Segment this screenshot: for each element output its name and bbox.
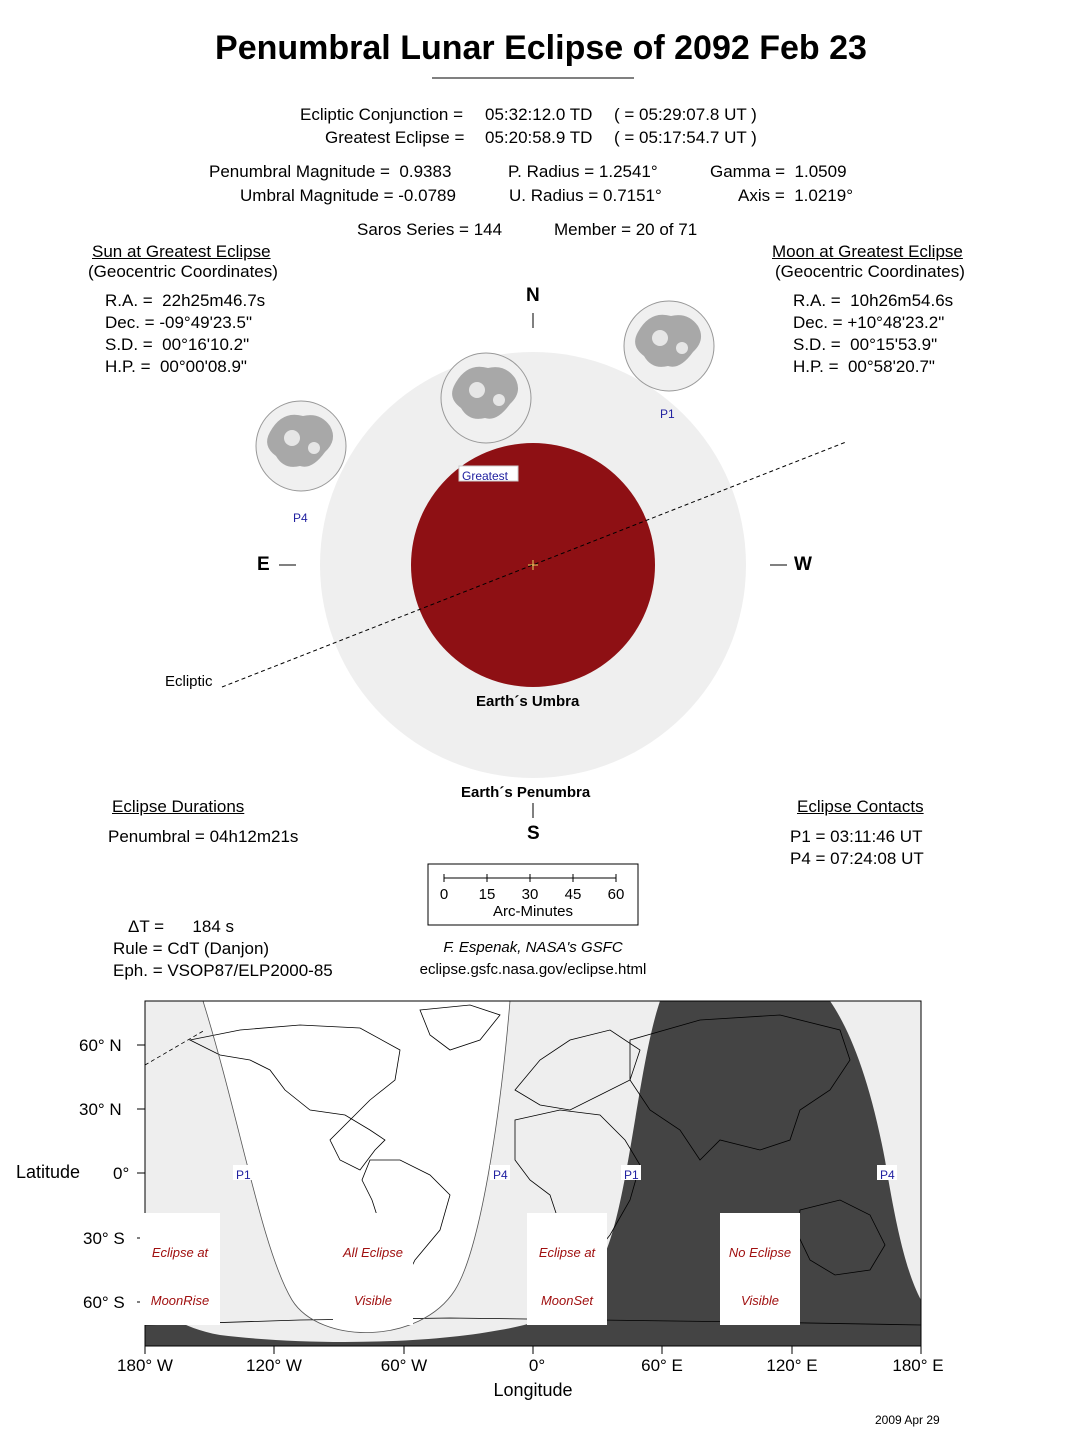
- scale-tick-60: 60: [607, 886, 625, 903]
- saros-series: Saros Series = 144: [357, 220, 503, 239]
- contact-p1: P1 = 03:11:46 UT: [790, 827, 923, 846]
- delta-t: ΔT = 184 s: [128, 917, 235, 936]
- zone-moonrise-line1: Eclipse at: [151, 1245, 209, 1260]
- map-p1-label-a: P1: [236, 1168, 251, 1182]
- diagram-p1-label: P1: [660, 407, 675, 421]
- lon-tick-120e: 120° E: [766, 1356, 818, 1375]
- contact-p4: P4 = 07:24:08 UT: [790, 849, 924, 868]
- scale-tick-30: 30: [521, 886, 539, 903]
- north-label: N: [526, 285, 540, 306]
- greatest-label: Greatest: [462, 469, 509, 483]
- moon-hp: H.P. = 00°58'20.7": [793, 357, 935, 376]
- moon-subheading: (Geocentric Coordinates): [775, 262, 965, 281]
- zone-no-eclipse-line2: Visible: [740, 1293, 780, 1308]
- sun-ra: R.A. = 22h25m46.7s: [105, 291, 266, 310]
- sun-subheading: (Geocentric Coordinates): [88, 262, 278, 281]
- rule: Rule = CdT (Danjon): [113, 939, 270, 958]
- greatest-label: Greatest Eclipse =: [325, 128, 465, 147]
- zone-no-eclipse-line1: No Eclipse: [728, 1245, 792, 1260]
- moon-dec: Dec. = +10°48'23.2": [793, 313, 945, 332]
- axis: Axis = 1.0219°: [738, 186, 854, 205]
- map-p4-label-b: P4: [880, 1168, 895, 1182]
- ecliptic-label: Ecliptic: [165, 673, 213, 690]
- zone-all-visible-line1: All Eclipse: [343, 1245, 403, 1260]
- diagram-p4-label: P4: [293, 511, 308, 525]
- lat-tick-60s: 60° S: [83, 1293, 125, 1312]
- moon-sd: S.D. = 00°15'53.9": [793, 335, 938, 354]
- durations-heading: Eclipse Durations: [112, 797, 245, 816]
- moon-p4: [256, 401, 346, 491]
- lat-tick-60n: 60° N: [79, 1036, 122, 1055]
- ephemeris: Eph. = VSOP87/ELP2000-85: [113, 961, 333, 980]
- lat-tick-30s: 30° S: [83, 1229, 125, 1248]
- p-radius: P. Radius = 1.2541°: [508, 162, 658, 181]
- scale-tick-0: 0: [439, 886, 449, 903]
- conjunction-label: Ecliptic Conjunction =: [300, 105, 464, 124]
- credit-author: F. Espenak, NASA's GSFC: [443, 939, 623, 956]
- conjunction-ut: ( = 05:29:07.8 UT ): [614, 105, 757, 124]
- zone-moonset-line2: MoonSet: [540, 1293, 594, 1308]
- map-p1-label-b: P1: [624, 1168, 639, 1182]
- conjunction-td: 05:32:12.0 TD: [485, 105, 593, 124]
- gamma: Gamma = 1.0509: [710, 162, 847, 181]
- page-title: Penumbral Lunar Eclipse of 2092 Feb 23: [215, 29, 867, 67]
- greatest-ut: ( = 05:17:54.7 UT ): [614, 128, 757, 147]
- penumbral-magnitude: Penumbral Magnitude = 0.9383: [209, 162, 452, 181]
- south-label: S: [527, 823, 540, 844]
- lon-tick-180e: 180° E: [892, 1356, 944, 1375]
- scale-label: Arc-Minutes: [492, 903, 574, 920]
- saros-member: Member = 20 of 71: [554, 220, 698, 239]
- sun-heading: Sun at Greatest Eclipse: [92, 242, 271, 261]
- west-label: W: [794, 554, 812, 575]
- east-label: E: [257, 554, 270, 575]
- lon-tick-60w: 60° W: [380, 1356, 428, 1375]
- penumbral-duration: Penumbral = 04h12m21s: [108, 827, 299, 846]
- sun-dec: Dec. = -09°49'23.5": [105, 313, 252, 332]
- u-radius: U. Radius = 0.7151°: [509, 186, 662, 205]
- moon-ra: R.A. = 10h26m54.6s: [793, 291, 954, 310]
- moon-p1: [624, 301, 714, 391]
- lon-tick-180w: 180° W: [117, 1356, 173, 1375]
- umbra-label: Earth´s Umbra: [476, 693, 580, 710]
- zone-all-visible: [333, 1213, 413, 1325]
- sun-hp: H.P. = 00°00'08.9": [105, 357, 247, 376]
- longitude-title: Longitude: [493, 1380, 573, 1400]
- credit-url: eclipse.gsfc.nasa.gov/eclipse.html: [419, 961, 647, 978]
- zone-no-eclipse: [720, 1213, 800, 1325]
- zone-moonset: [527, 1213, 607, 1325]
- lon-tick-120w: 120° W: [246, 1356, 302, 1375]
- zone-all-visible-line2: Visible: [353, 1293, 393, 1308]
- scale-tick-45: 45: [564, 886, 582, 903]
- penumbra-label: Earth´s Penumbra: [461, 784, 591, 801]
- scale-tick-15: 15: [478, 886, 496, 903]
- greatest-td: 05:20:58.9 TD: [485, 128, 593, 147]
- creation-date: 2009 Apr 29: [875, 1413, 940, 1427]
- zone-moonrise-line2: MoonRise: [150, 1293, 210, 1308]
- latitude-title: Latitude: [16, 1162, 81, 1182]
- lat-tick-0: 0°: [113, 1164, 130, 1183]
- map-p4-label-a: P4: [493, 1168, 508, 1182]
- zone-moonrise: [140, 1213, 220, 1325]
- lat-tick-30n: 30° N: [79, 1100, 122, 1119]
- zone-moonset-line1: Eclipse at: [538, 1245, 596, 1260]
- lon-tick-60e: 60° E: [641, 1356, 683, 1375]
- moon-heading: Moon at Greatest Eclipse: [772, 242, 963, 261]
- sun-sd: S.D. = 00°16'10.2": [105, 335, 250, 354]
- umbral-magnitude: Umbral Magnitude = -0.0789: [240, 186, 456, 205]
- contacts-heading: Eclipse Contacts: [797, 797, 924, 816]
- lon-tick-0: 0°: [528, 1356, 546, 1375]
- moon-greatest: [441, 353, 531, 443]
